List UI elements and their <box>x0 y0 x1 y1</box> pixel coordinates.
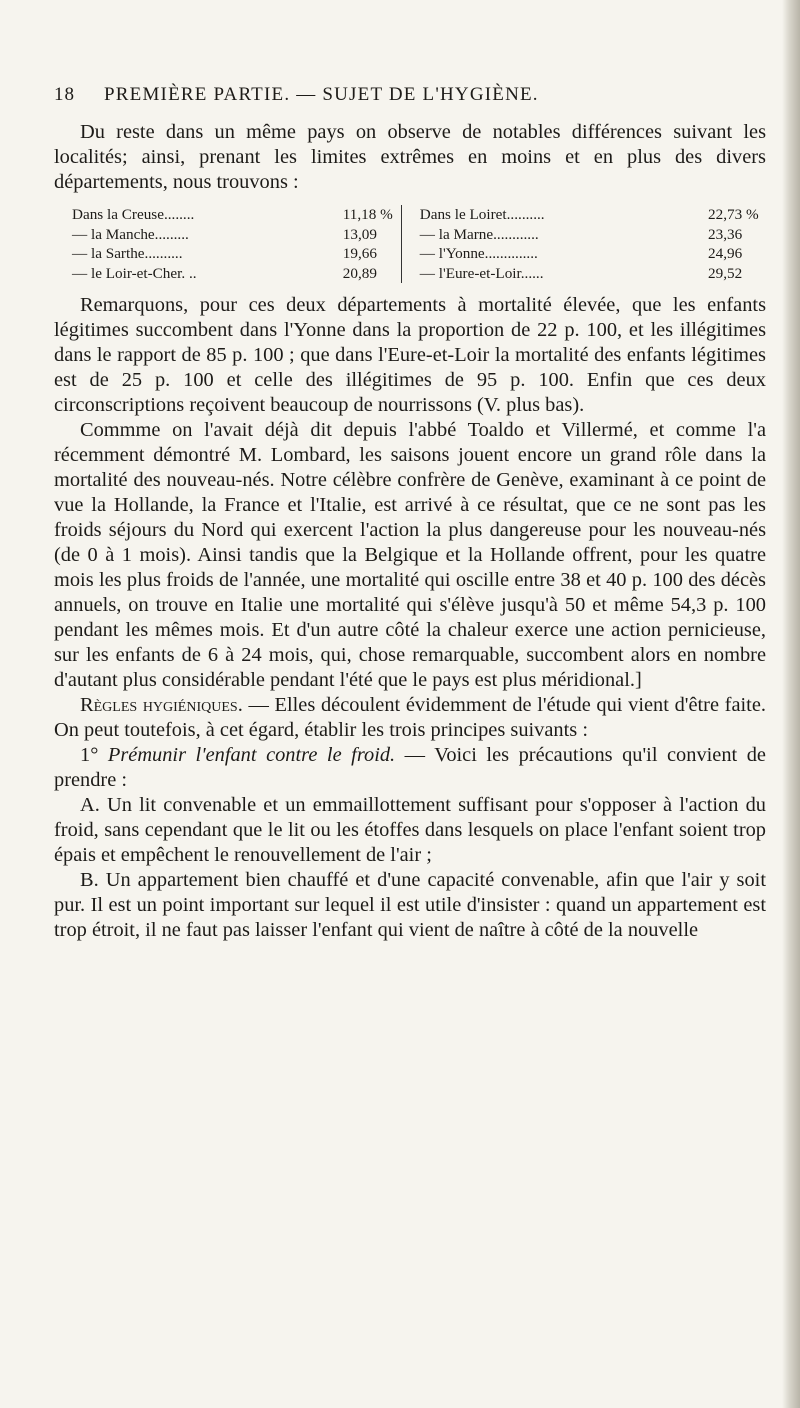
department-name: — l'Yonne.............. <box>419 245 538 262</box>
mortality-value: 19,66 <box>342 245 377 262</box>
department-name: — la Sarthe.......... <box>72 245 183 262</box>
mortality-table-right <box>420 205 766 283</box>
mortality-table-left <box>54 205 402 283</box>
page-edge-shadow <box>782 0 800 1408</box>
mortality-value: 20,89 <box>342 264 377 282</box>
mortality-value: 23,36 <box>708 225 743 243</box>
department-name: — le Loir-et-Cher. .. <box>72 264 197 282</box>
table-row <box>72 225 401 245</box>
book-page <box>54 84 766 943</box>
principle-number: 1° <box>80 744 108 766</box>
page-number: 18 <box>54 84 75 105</box>
table-row <box>72 205 401 225</box>
precaution-a-paragraph: A. Un lit convenable et un emmaillottement suffisant pour s'opposer à l'action du froid, sans cependant que le lit ou les étoffes dans lesquels on place l'enfant soient trop épais et empêchent le renouvellement de l'air ; <box>54 794 766 866</box>
mortality-value: 13,09 <box>342 225 377 243</box>
section-label: Règles hygiéniques. <box>80 694 243 716</box>
department-name: — la Manche......... <box>72 225 189 243</box>
department-name: Dans le Loiret.......... <box>419 206 545 223</box>
precaution-b-paragraph: B. Un appartement bien chauffé et d'une capacité convenable, afin que l'air y soit pur. Il est un point important sur lequel il est utile d'insister : quand un appartement est trop étroit, il ne faut pas laisser l'enfant qui vient de naître à côté de la nouvelle <box>54 869 766 941</box>
mortality-value: 11,18 % <box>342 206 393 223</box>
table-row <box>420 244 766 264</box>
mortality-table <box>54 205 766 283</box>
table-row <box>420 205 766 225</box>
intro-paragraph: Du reste dans un même pays on observe de notables différences suivant les localités; ainsi, prenant les limites extrêmes en moins et en plus des divers départements, nous trouvons : <box>54 121 766 193</box>
mortality-value: 29,52 <box>708 264 743 282</box>
department-name: — la Marne............ <box>419 225 539 243</box>
table-row <box>420 264 766 284</box>
running-head <box>54 84 766 106</box>
principle-title: Prémunir l'enfant contre le froid. <box>107 744 396 766</box>
running-title: PREMIÈRE PARTIE. — SUJET DE L'HYGIÈNE. <box>104 84 539 105</box>
seasons-paragraph: Commme on l'avait déjà dit depuis l'abbé Toaldo et Villermé, et comme l'a récemment démontré M. Lombard, les saisons jouent encore un grand rôle dans la mortalité des nouveau-nés. Notre célèbre confrère de Genève, examinant à ce point de vue la Hollande, la France et l'Italie, est arrivé à ce résultat, que ce ne sont pas les froids séjours du Nord qui exercent l'action la plus dangereuse pour les nouveau-nés (de 0 à 1 mois). Ainsi tandis que la Belgique et la Hollande offrent, pour les quatre mois les plus froids de l'année, une mortalité qui oscille entre 38 et 40 p. 100 des décès annuels, on trouve en Italie une mortalité qui s'élève jusqu'à 50 et même 54,3 p. 100 pendant les mêmes mois. Et d'un autre côté la chaleur exerce une action pernicieuse, sur les enfants de 6 à 24 mois, qui, chose remarquable, succombent alors en nombre d'autant plus considérable pendant l'été que le pays est plus méridional.] <box>54 419 766 691</box>
table-row <box>420 225 766 245</box>
hygiene-rules-paragraph <box>54 693 766 743</box>
department-name: — l'Eure-et-Loir...... <box>419 264 544 282</box>
mortality-value: 24,96 <box>708 245 743 262</box>
department-name: Dans la Creuse........ <box>72 206 195 223</box>
mortality-value: 22,73 % <box>708 206 759 223</box>
principle-paragraph <box>54 743 766 793</box>
table-row <box>72 264 401 284</box>
remarquons-paragraph: Remarquons, pour ces deux départements à mortalité élevée, que les enfants légitimes succombent dans l'Yonne dans la proportion de 22 p. 100, et les illégitimes dans le rapport de 85 p. 100 ; que dans l'Eure-et-Loir la mortalité des enfants légitimes est de 25 p. 100 et celle des illégitimes de 95 p. 100. Enfin que ces deux circonscriptions reçoivent beaucoup de nourrissons (V. plus bas). <box>54 294 766 416</box>
principle-text: — Voici les précautions qu'il convient de prendre : <box>54 744 766 791</box>
section-text: — Elles découlent évidemment de l'étude qui vient d'être faite. On peut toutefois, à cet égard, établir les trois principes suivants : <box>54 694 766 741</box>
table-row <box>72 244 401 264</box>
